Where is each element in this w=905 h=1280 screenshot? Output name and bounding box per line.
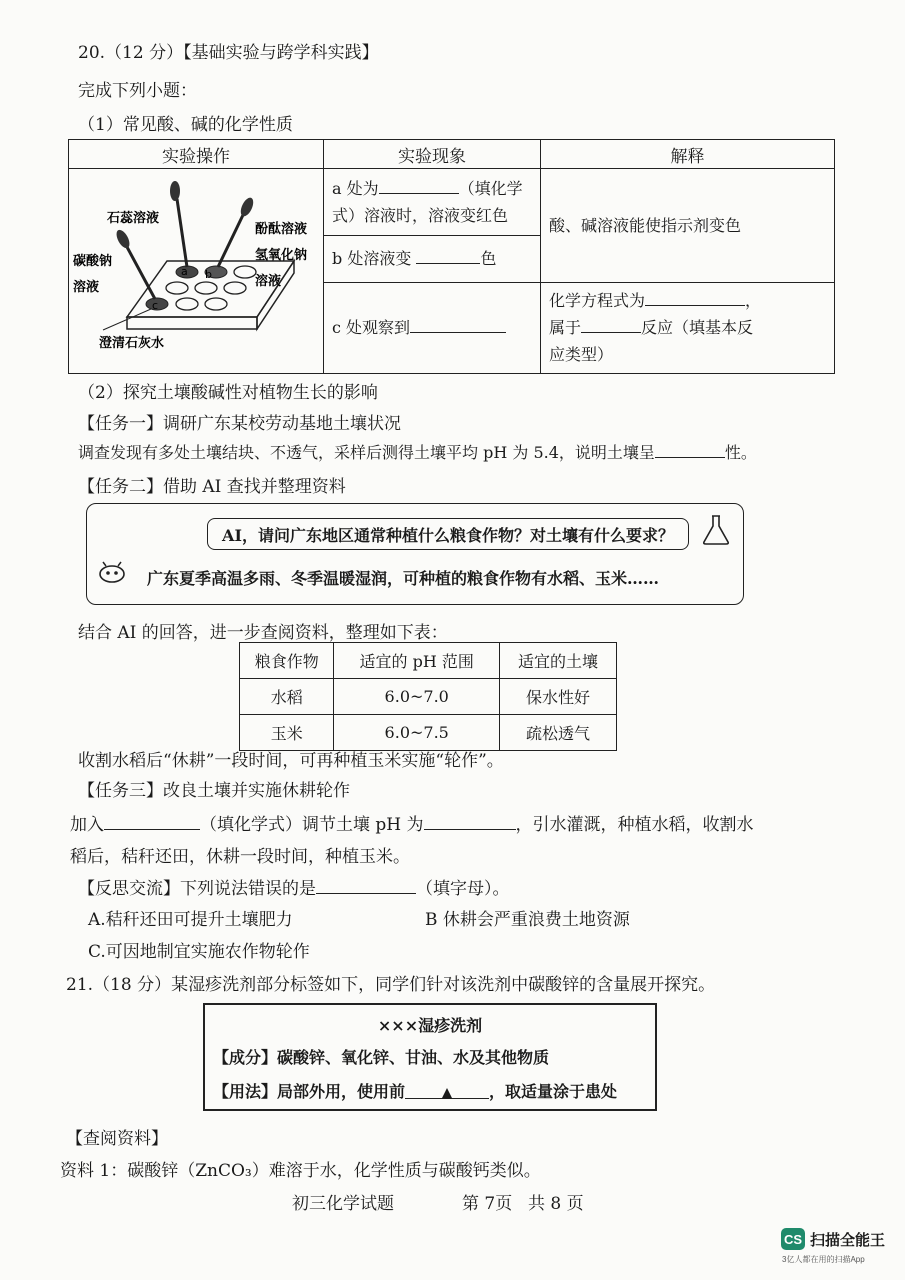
blank-answer[interactable] [316, 877, 416, 894]
crop-header-crop: 粮食作物 [240, 643, 334, 679]
label-naoh-2: 溶液 [255, 274, 282, 289]
header-operation: 实验操作 [69, 140, 324, 169]
blank-ph[interactable] [424, 813, 516, 830]
label-b: b [205, 268, 212, 281]
option-c: C.可因地制宜实施农作物轮作 [88, 942, 310, 962]
task3-text-2: 稻后，秸秆还田，休耕一段时间，种植玉米。 [70, 847, 410, 867]
blank-chemical[interactable] [104, 813, 200, 830]
ai-question-bubble: AI，请问广东地区通常种植什么粮食作物？对土壤有什么要求？ [207, 518, 689, 550]
footer-total: 共 8 页 [528, 1194, 584, 1214]
label-na2co3-1: 碳酸钠 [73, 254, 113, 269]
task1-heading: 【任务一】调研广东某校劳动基地土壤状况 [78, 414, 401, 434]
label-a: a [181, 265, 188, 278]
ai-answer: 广东夏季高温多雨、冬季温暖湿润，可种植的粮食作物有水稻、玉米…… [147, 569, 660, 588]
label-shirui: 石蕊溶液 [107, 211, 160, 226]
q20-part2: （2）探究土壤酸碱性对植物生长的影响 [78, 383, 378, 403]
usage-blank[interactable] [405, 1082, 489, 1099]
q20-part1: （1）常见酸、碱的化学性质 [78, 115, 293, 135]
blank-b[interactable] [416, 247, 480, 264]
q20-title: 20.（12 分）【基础实验与跨学科实践】 [78, 43, 379, 63]
phenomenon-b: b 处溶液变 色 [324, 236, 541, 283]
label-naoh-1: 氢氧化钠 [255, 248, 308, 263]
explain-ab: 酸、碱溶液能使指示剂变色 [541, 169, 835, 283]
triangle-icon: ▲ [441, 1085, 453, 1101]
ref-heading: 【查阅资料】 [66, 1129, 168, 1149]
reflect-text: 【反思交流】下列说法错误的是 （填字母）。 [78, 879, 510, 899]
option-b: B 休耕会严重浪费土地资源 [425, 910, 630, 930]
camscanner-logo-icon: CS [781, 1228, 805, 1250]
blank-equation[interactable] [645, 289, 745, 306]
label-c: c [152, 299, 159, 312]
option-a: A.秸秆还田可提升土壤肥力 [88, 910, 293, 930]
experiment-table [68, 139, 835, 374]
rotation-text: 收割水稻后“休耕”一段时间，可再种植玉米实施“轮作”。 [78, 751, 504, 771]
phenomenon-a: a 处为 （填化学 式）溶液时，溶液变红色 [324, 169, 541, 236]
robot-icon [97, 560, 127, 584]
experiment-diagram-cell [69, 169, 324, 374]
label-fenzhi: 酚酞溶液 [255, 222, 308, 237]
ai-chat-box [86, 503, 744, 605]
task2-heading: 【任务二】借助 AI 查找并整理资料 [78, 477, 346, 497]
blank-c[interactable] [410, 316, 506, 333]
label-usage: 【用法】局部外用，使用前 ▲ ，取适量涂于患处 [213, 1082, 618, 1101]
product-label [203, 1003, 657, 1111]
label-title: ×××湿疹洗剂 [377, 1016, 483, 1035]
q21-title: 21.（18 分）某湿疹洗剂部分标签如下，同学们针对该洗剂中碳酸锌的含量展开探究。 [66, 975, 716, 995]
table-row: 水稻 6.0~7.0 保水性好 [240, 679, 617, 715]
ref-1: 资料 1：碳酸锌（ZnCO₃）难溶于水，化学性质与碳酸钙类似。 [60, 1161, 541, 1181]
table-row: 玉米 6.0~7.5 疏松透气 [240, 715, 617, 751]
task3-heading: 【任务三】改良土壤并实施休耕轮作 [78, 781, 350, 801]
q20-intro: 完成下列小题： [78, 81, 197, 101]
explain-c: 化学方程式为 ， 属于 反应（填基本反 应类型） [541, 283, 835, 374]
footer-page: 第 7页 [462, 1194, 513, 1214]
footer-exam: 初三化学试题 [292, 1194, 394, 1214]
blank-reaction-type[interactable] [581, 316, 641, 333]
phenomenon-c: c 处观察到 [324, 283, 541, 374]
blank-soil-nature[interactable] [655, 441, 725, 458]
watermark-slogan: 3亿人都在用的扫描App [782, 1255, 865, 1264]
blank-a[interactable] [379, 177, 459, 194]
label-na2co3-2: 溶液 [73, 280, 100, 295]
crop-header-ph: 适宜的 pH 范围 [334, 643, 499, 679]
task1-text: 调查发现有多处土壤结块、不透气，采样后测得土壤平均 pH 为 5.4，说明土壤呈 性。 [78, 443, 757, 462]
crop-header-soil: 适宜的土壤 [499, 643, 616, 679]
header-phenomenon: 实验现象 [324, 140, 541, 169]
crop-table [239, 642, 617, 751]
flask-icon [701, 514, 731, 546]
spot-plate-diagram [69, 169, 321, 367]
task3-text-1: 加入 （填化学式）调节土壤 pH 为 ，引水灌溉，种植水稻，收割水 [70, 815, 754, 835]
combine-text: 结合 AI 的回答，进一步查阅资料，整理如下表： [78, 623, 448, 643]
label-limewater: 澄清石灰水 [99, 336, 165, 351]
watermark-brand: 扫描全能王 [810, 1232, 886, 1249]
header-explanation: 解释 [541, 140, 835, 169]
label-ingredients: 【成分】碳酸锌、氧化锌、甘油、水及其他物质 [213, 1048, 550, 1067]
